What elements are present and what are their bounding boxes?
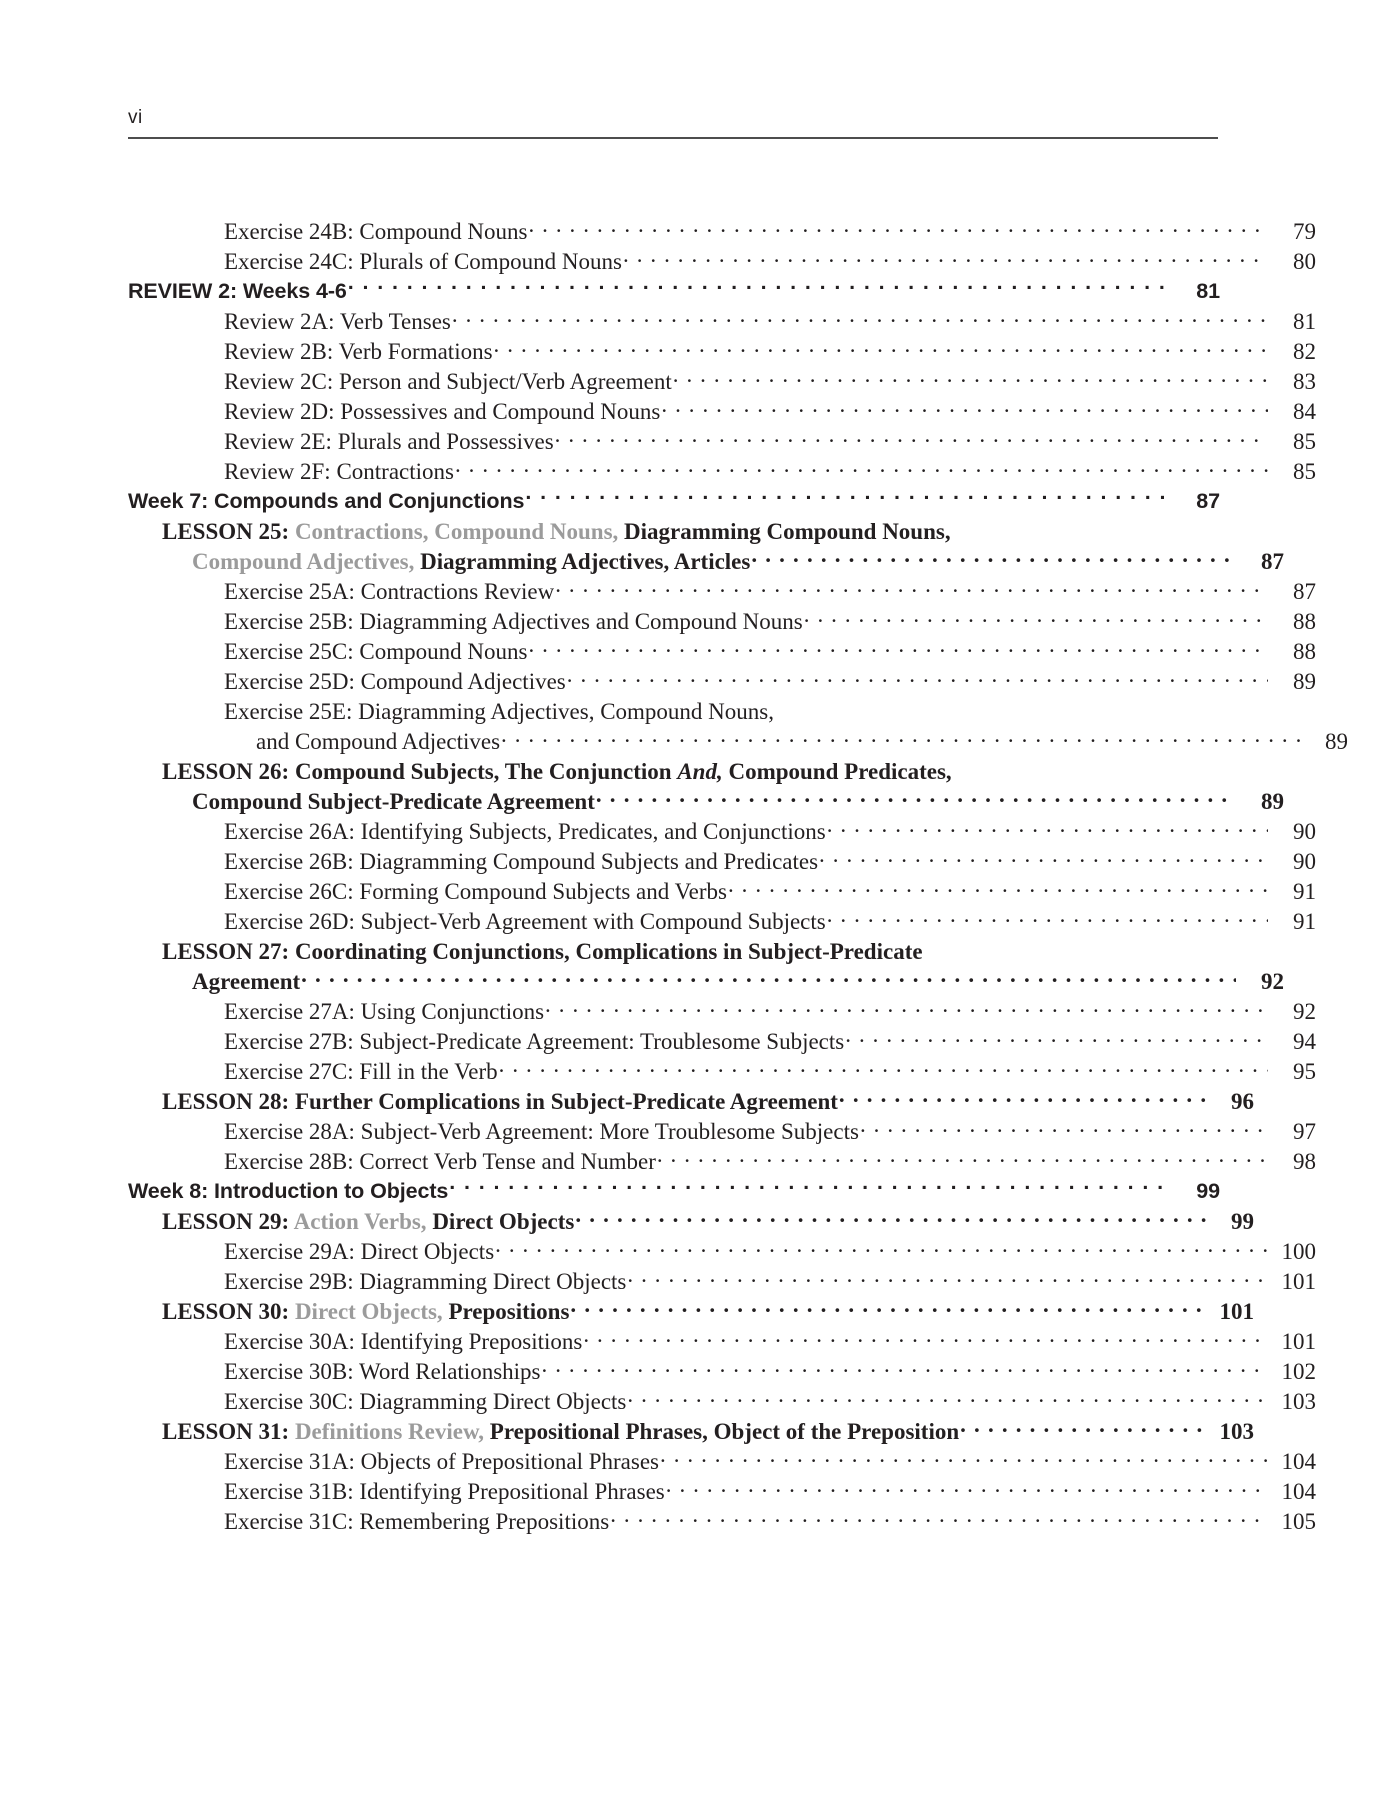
toc-leader-dots [545,996,1268,1019]
toc-leader-dots [501,726,1300,749]
toc-leader-dots [627,1266,1268,1289]
toc-entry-label [162,1088,838,1116]
toc-exercise-entry[interactable] [224,366,1316,396]
toc-exercise-entry[interactable] [224,906,1316,936]
toc-page-number: 89 [1293,669,1316,694]
toc-entry-label [224,1238,494,1266]
toc-entry-title: Exercise 24C: Plurals of Compound Nouns [224,249,622,274]
toc-entry-title: Exercise 26A: Identifying Subjects, Predicates, and Conjunctions [224,819,826,844]
toc-entry-label [162,938,923,966]
toc-leader-dots [596,786,1236,809]
toc-entry-title: Exercise 26C: Forming Compound Subjects and Verbs [224,879,727,904]
toc-page-number: 103 [1219,1419,1254,1444]
toc-entry-title: Exercise 25E: Diagramming Adjectives, Compound Nouns, [224,699,774,724]
toc-entry-title: Review 2C: Person and Subject/Verb Agreement [224,369,672,394]
toc-entry-title: Exercise 27B: Subject-Predicate Agreement: Troublesome Subjects [224,1029,845,1054]
toc-exercise-entry-continuation[interactable] [256,726,1348,756]
toc-exercise-entry[interactable] [224,1056,1316,1086]
toc-entry-lesson-number: LESSON 31: [162,1419,295,1444]
folio-page-number: vi [128,107,143,128]
toc-lesson-entry-continuation[interactable] [192,546,1284,576]
toc-entry-lesson-number: LESSON 28: [162,1089,295,1114]
toc-exercise-entry[interactable] [224,1506,1316,1536]
toc-entry-title: Agreement [192,969,301,994]
toc-entry-label [162,1418,959,1446]
toc-entry-label [162,1208,574,1236]
toc-entry-label [224,578,554,606]
toc-entry-label [224,248,622,276]
toc-page-number: 104 [1281,1479,1316,1504]
toc-entry-title: Exercise 25B: Diagramming Adjectives and Compound Nouns [224,609,803,634]
toc-entry-label [224,608,803,636]
toc-entry-title: Exercise 26B: Diagramming Compound Subjects and Predicates [224,849,819,874]
toc-page-number: 96 [1231,1089,1254,1114]
toc-page-number: 99 [1196,1178,1220,1203]
toc-exercise-entry[interactable] [224,1446,1316,1476]
toc-entry-label [224,1328,582,1356]
toc-entry-label [224,698,774,726]
toc-exercise-entry[interactable] [224,426,1316,456]
toc-leader-dots [494,336,1268,359]
toc-entry-title: Exercise 31A: Objects of Prepositional Phrases [224,1449,659,1474]
toc-page-number: 100 [1281,1239,1316,1264]
toc-page-number: 90 [1293,849,1316,874]
header-rule [128,137,1218,139]
toc-entry-lesson-number: LESSON 29: [162,1209,294,1234]
page-header [128,108,1218,139]
toc-leader-dots [555,576,1268,599]
toc-leader-dots [495,1236,1268,1259]
toc-exercise-entry[interactable] [224,996,1316,1026]
toc-page-number: 81 [1196,278,1220,303]
toc-entry-label [224,1508,609,1536]
toc-page-number: 91 [1293,909,1316,934]
toc-entry-label [224,908,826,936]
toc-entry-label [224,1448,659,1476]
toc-entry-title: Exercise 28B: Correct Verb Tense and Number [224,1149,656,1174]
toc-entry-title-tail: Compound Predicates, [722,759,952,784]
toc-entry-title: Diagramming Adjectives, Articles [420,549,751,574]
toc-entry-review-topics: Definitions Review, [294,1419,490,1444]
toc-page-number: 92 [1261,969,1284,994]
toc-exercise-entry[interactable] [224,1356,1316,1386]
toc-entry-label [162,758,952,786]
toc-entry-label [224,818,826,846]
toc-leader-dots [610,1506,1268,1529]
toc-lesson-entry-continuation[interactable] [192,966,1284,996]
toc-entry-label [256,728,500,756]
toc-entry-lesson-number: LESSON 27: [162,939,295,964]
toc-leader-dots [567,666,1268,689]
toc-leader-dots [542,1356,1269,1379]
toc-exercise-entry[interactable] [224,816,1316,846]
toc-leader-dots [528,216,1268,239]
toc-page-number: 87 [1196,488,1220,513]
toc-entry-label [128,277,347,307]
toc-leader-dots [627,1386,1268,1409]
toc-leader-dots [827,816,1268,839]
toc-page-number: 85 [1293,459,1316,484]
toc-entry-label [224,428,554,456]
toc-page-number: 87 [1261,549,1284,574]
toc-week-entry[interactable] [128,486,1220,516]
toc-page-number: 105 [1281,1509,1316,1534]
toc-entry-label [224,1058,498,1086]
toc-leader-dots [953,756,1206,779]
toc-entry-title: Exercise 25D: Compound Adjectives [224,669,566,694]
toc-exercise-entry[interactable] [224,336,1316,366]
toc-leader-dots [455,456,1268,479]
toc-leader-dots [751,546,1236,569]
toc-entry-review-topics: Contractions, Compound Nouns, [294,519,625,544]
toc-entry-title: Compound Subject-Predicate Agreement [192,789,595,814]
toc-leader-dots [525,486,1172,508]
toc-entry-label [224,218,527,246]
toc-lesson-entry[interactable] [162,516,1254,546]
toc-exercise-entry[interactable] [224,696,1316,726]
toc-leader-dots [819,846,1268,869]
toc-page-number: 81 [1293,309,1316,334]
toc-entry-label [224,1268,626,1296]
toc-exercise-entry[interactable] [224,1386,1316,1416]
toc-page-number: 94 [1293,1029,1316,1054]
toc-entry-label [192,788,595,816]
toc-leader-dots [924,936,1206,959]
toc-entry-label [224,998,544,1026]
toc-week-entry[interactable] [128,276,1220,306]
toc-page-number: 80 [1293,249,1316,274]
toc-page-number: 101 [1281,1329,1316,1354]
toc-leader-dots [583,1326,1268,1349]
toc-entry-title: Exercise 29B: Diagramming Direct Objects [224,1269,627,1294]
toc-entry-label [224,1118,859,1146]
toc-exercise-entry[interactable] [224,1326,1316,1356]
toc-page-number: 89 [1261,789,1284,814]
toc-entry-title: Review 2D: Possessives and Compound Nouns [224,399,661,424]
toc-page-number: 102 [1281,1359,1316,1384]
toc-entry-title: Exercise 31C: Remembering Prepositions [224,1509,610,1534]
toc-entry-title: Further Complications in Subject-Predicate Agreement [294,1089,838,1114]
toc-leader-dots [827,906,1268,929]
toc-entry-label [224,308,451,336]
toc-page-number: 95 [1293,1059,1316,1084]
toc-exercise-entry[interactable] [224,606,1316,636]
toc-entry-title: Compound Subjects, The Conjunction [294,759,678,784]
toc-entry-title: Exercise 27C: Fill in the Verb [224,1059,498,1084]
toc-entry-label [224,1478,665,1506]
toc-leader-dots [301,966,1236,989]
toc-leader-dots [348,276,1172,298]
toc-exercise-entry[interactable] [224,246,1316,276]
toc-entry-label [224,398,660,426]
toc-leader-dots [845,1026,1268,1049]
toc-page-number: 97 [1293,1119,1316,1144]
toc-leader-dots [528,636,1268,659]
toc-page-number: 101 [1219,1299,1254,1324]
toc-entry-label [192,548,750,576]
toc-page-number: 79 [1293,219,1316,244]
toc-page-number: 84 [1293,399,1316,424]
toc-entry-title: Coordinating Conjunctions, Complications in Subject-Predicate [294,939,923,964]
toc-entry-lesson-number: LESSON 25: [162,519,295,544]
toc-entry-label [224,668,566,696]
toc-entry-label [128,487,524,517]
toc-entry-lesson-number: LESSON 30: [162,1299,295,1324]
toc-page-number: 92 [1293,999,1316,1024]
toc-leader-dots [660,1446,1268,1469]
toc-entry-title: Week 8: Introduction to Objects [128,1178,449,1203]
toc-entry-label [224,878,727,906]
toc-page-number: 85 [1293,429,1316,454]
toc-leader-dots [575,1206,1206,1229]
toc-leader-dots [728,876,1268,899]
toc-entry-title: Exercise 30A: Identifying Prepositions [224,1329,583,1354]
toc-entry-title: Exercise 25A: Contractions Review [224,579,555,604]
toc-leader-dots [449,1176,1172,1198]
toc-exercise-entry[interactable] [224,636,1316,666]
toc-exercise-entry[interactable] [224,396,1316,426]
toc-leader-dots [775,696,1268,719]
toc-lesson-entry-continuation[interactable] [192,786,1284,816]
toc-entry-review-topics: Direct Objects, [294,1299,449,1324]
toc-entry-title: Exercise 24B: Compound Nouns [224,219,528,244]
toc-week-entry[interactable] [128,1176,1220,1206]
toc-page-number: 89 [1325,729,1348,754]
toc-leader-dots [555,426,1268,449]
toc-entry-review-topics: Action Verbs, [293,1209,433,1234]
toc-page-number: 99 [1231,1209,1254,1234]
toc-lesson-entry[interactable] [162,1296,1254,1326]
toc-exercise-entry[interactable] [224,1026,1316,1056]
toc-lesson-entry[interactable] [162,1086,1254,1116]
toc-leader-dots [804,606,1268,629]
toc-page-number: 104 [1281,1449,1316,1474]
toc-exercise-entry[interactable] [224,666,1316,696]
toc-leader-dots [657,1146,1268,1169]
toc-entry-title: and Compound Adjectives [256,729,501,754]
toc-entry-label [192,968,300,996]
toc-page-number: 88 [1293,609,1316,634]
toc-page-number: 101 [1281,1269,1316,1294]
toc-page-number: 87 [1293,579,1316,604]
toc-exercise-entry[interactable] [224,306,1316,336]
toc-entry-label [162,518,951,546]
toc-entry-title: Prepositional Phrases, Object of the Preposition [489,1419,960,1444]
toc-entry-title: Review 2F: Contractions [224,459,454,484]
toc-entry-title: Review 2B: Verb Formations [224,339,493,364]
toc-leader-dots [570,1296,1206,1319]
toc-entry-title: Prepositions [448,1299,570,1324]
toc-page-number: 103 [1281,1389,1316,1414]
toc-page-number: 82 [1293,339,1316,364]
toc-entry-label [224,1028,844,1056]
toc-lesson-entry[interactable] [162,1416,1254,1446]
toc-page-number: 90 [1293,819,1316,844]
toc-entry-title: Exercise 31B: Identifying Prepositional Phrases [224,1479,665,1504]
toc-entry-lesson-number: LESSON 26: [162,759,295,784]
toc-exercise-entry[interactable] [224,1236,1316,1266]
toc-exercise-entry[interactable] [224,456,1316,486]
table-of-contents-list [128,216,1348,1536]
toc-entry-label [224,1148,656,1176]
toc-page-number: 88 [1293,639,1316,664]
toc-leader-dots [860,1116,1268,1139]
toc-entry-label [224,338,493,366]
toc-leader-dots [452,306,1268,329]
toc-entry-label [224,368,672,396]
toc-entry-title: Exercise 28A: Subject-Verb Agreement: More Troublesome Subjects [224,1119,859,1144]
toc-entry-title: Diagramming Compound Nouns, [624,519,951,544]
toc-exercise-entry[interactable] [224,846,1316,876]
toc-entry-title-italic: And, [677,759,723,784]
toc-exercise-entry[interactable] [224,876,1316,906]
toc-entry-label [128,1177,448,1207]
toc-leader-dots [499,1056,1268,1079]
toc-lesson-entry[interactable] [162,1206,1254,1236]
toc-entry-review-topics: Compound Adjectives, [192,549,421,574]
toc-exercise-entry[interactable] [224,1146,1316,1176]
toc-lesson-entry[interactable] [162,756,1254,786]
toc-entry-label [224,638,527,666]
toc-entry-label [224,1388,626,1416]
toc-exercise-entry[interactable] [224,216,1316,246]
toc-entry-title: Exercise 30C: Diagramming Direct Objects [224,1389,627,1414]
toc-entry-label [162,1298,569,1326]
toc-exercise-entry[interactable] [224,576,1316,606]
toc-entry-title: Week 7: Compounds and Conjunctions [128,488,525,513]
toc-entry-title: Exercise 27A: Using Conjunctions [224,999,545,1024]
toc-page-number: 98 [1293,1149,1316,1174]
toc-entry-label [224,1358,541,1386]
toc-leader-dots [666,1476,1268,1499]
toc-leader-dots [952,516,1206,539]
toc-exercise-entry[interactable] [224,1116,1316,1146]
toc-leader-dots [839,1086,1206,1109]
toc-lesson-entry[interactable] [162,936,1254,966]
toc-entry-title: Review 2A: Verb Tenses [224,309,451,334]
toc-exercise-entry[interactable] [224,1476,1316,1506]
toc-leader-dots [960,1416,1206,1439]
toc-entry-title: Exercise 29A: Direct Objects [224,1239,495,1264]
toc-entry-title: Exercise 25C: Compound Nouns [224,639,528,664]
toc-entry-title: Review 2E: Plurals and Possessives [224,429,554,454]
toc-page-number: 83 [1293,369,1316,394]
toc-entry-title: Exercise 30B: Word Relationships [224,1359,541,1384]
toc-leader-dots [661,396,1268,419]
toc-leader-dots [673,366,1268,389]
toc-page-number: 91 [1293,879,1316,904]
toc-leader-dots [623,246,1268,269]
toc-entry-title: Exercise 26D: Subject-Verb Agreement with Compound Subjects [224,909,826,934]
toc-entry-title: REVIEW 2: Weeks 4-6 [128,278,347,303]
toc-exercise-entry[interactable] [224,1266,1316,1296]
toc-entry-title: Direct Objects [432,1209,575,1234]
toc-entry-label [224,458,454,486]
toc-entry-label [224,848,818,876]
